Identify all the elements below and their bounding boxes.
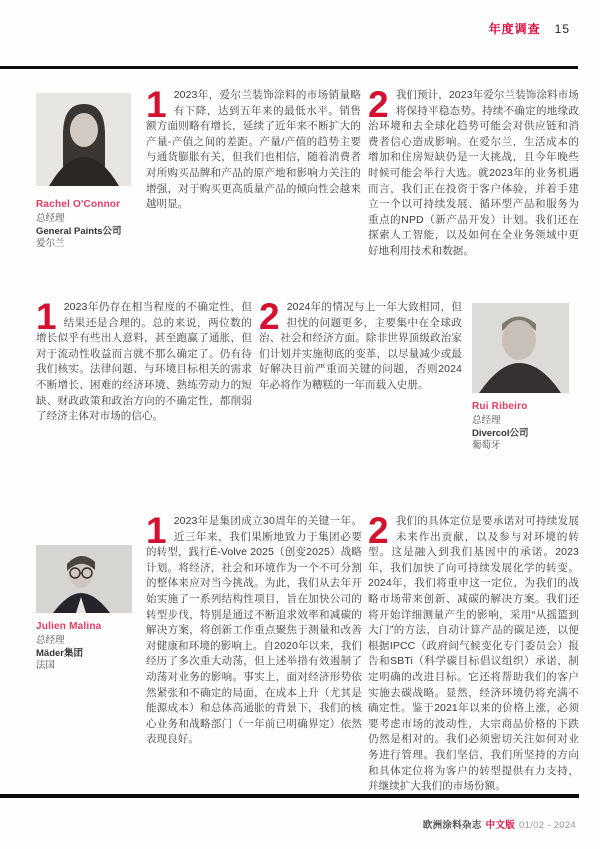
portrait-photo-julien-malina — [36, 545, 132, 613]
man-glasses-portrait-icon — [36, 545, 132, 613]
section-label: 年度调查 — [488, 22, 541, 36]
person-info-rachel — [36, 199, 156, 251]
portrait-photo-rui-ribeiro — [472, 303, 569, 393]
answer-1-julien — [146, 510, 362, 748]
answer-text: 2023年，爱尔兰装饰涂料的市场销量略有下降，达到五年来的最低水平。销售额方面则略有增长，延续了近年来不断扩大的产量-产值之间的差距。产量/产值的趋势主要与通货膨胀有关，但我们也相信，随着消费者对所购买品牌和产品的原产地和影响力关注的增强，对于购买更高质量产品的倾向性会越来越明显。 — [146, 89, 361, 211]
issue-label: 01/02 - 2024 — [519, 820, 576, 831]
answer-text: 2023年是集团成立30周年的关键一年。近三年来，我们果断地致力于集团必要的转型，践行É-Volve 2025（创变2025）战略计划。将经济，社会和环境作为一个不可分割的整体来应对当今挑战。为此，我们从去年开始实施了一系列结构性项目，旨在加快公司的转型步伐，特别是通过不断追求效率和减碳的解决方案，将创新工作重点聚焦于测量和改善对健康和环境的影响上。自2020年以来，我们经历了多次重大动荡，但上述举措有效遏制了动荡对业务的影响。事实上，面对经济形势依然紧张和不确定的局面，在成本上升（尤其是能源成本）和总体高通胀的背景下，我们的核心业务和战略部门（一年前已明确界定）依然表现良好。 — [146, 515, 362, 746]
woman-portrait-icon — [36, 93, 131, 186]
answer-text: 2023年仍存在相当程度的不确定性，但结果还是合理的。总的来说，两位数的增长似乎有些出人意料，甚至跑赢了通胀，但对于流动性收益而言就不那么确定了。仍有待我们核实。法律问题、与环境目标相关的需求不断增长、困难的经济环境、熟练劳动力的短缺、财政政策和政治方向的不确定性，都削弱了经济主体对市场的信心。 — [36, 301, 252, 423]
question-number: 1 — [36, 296, 57, 337]
person-info-rui — [472, 401, 592, 453]
person-company: Divercol公司 — [472, 427, 529, 439]
person-company: General Paints公司 — [36, 225, 122, 237]
person-info-julien — [36, 621, 156, 673]
answer-1-rui — [36, 296, 252, 425]
header-rule — [0, 66, 578, 69]
person-company: Mäder集团 — [36, 647, 83, 659]
person-title: 总经理 — [472, 415, 501, 426]
person-country: 爱尔兰 — [36, 238, 65, 249]
page-number: 15 — [554, 22, 570, 36]
question-number: 2 — [259, 296, 280, 337]
page-footer — [423, 817, 576, 831]
person-title: 总经理 — [36, 635, 65, 646]
man-portrait-icon — [472, 303, 569, 393]
portrait-photo-rachel-oconnor — [36, 93, 131, 186]
question-number: 2 — [368, 84, 389, 125]
person-name: Rui Ribeiro — [472, 401, 528, 412]
edition-label: 中文版 — [485, 820, 516, 831]
answer-text: 我们预计，2023年爱尔兰装饰涂料市场将保持平稳态势。持续不确定的地缘政治环境和去全球化趋势可能会对供应链和消费者信心造成影响。在爱尔兰，生活成本的增加和住房短缺仍是一大挑战，且今年晚些时候可能会举行大选。就2023年的业务机遇而言，我们正在投资于客户体验，并着手建立一个以可持续发展、循环型产品和服务为重点的NPD（新产品开发）计划。我们还在探索人工智能，以及如何在全业务领域中更好地利用技术和数据。 — [368, 89, 579, 257]
person-title: 总经理 — [36, 213, 65, 224]
person-name: Julien Malina — [36, 621, 102, 632]
question-number: 1 — [146, 510, 167, 551]
footer-rule — [0, 794, 579, 798]
person-country: 葡萄牙 — [472, 440, 501, 451]
question-number: 1 — [146, 84, 167, 125]
question-number: 2 — [368, 510, 389, 551]
page-header — [489, 20, 570, 37]
answer-text: 我们的具体定位是要承诺对可持续发展未来作出贡献，以及参与对环境的转型。这是融入到我们基因中的承诺。2023年，我们加快了向可持续发展化学的转变。2024年，我们将重申这一定位，为我们的战略市场带来创新、减碳的解决方案。我们还将开始详细测量产生的影响，采用“从摇篮到大门”的方法，自动计算产品的碳足迹，以便根据IPCC（政府间气候变化专门委员会）报告和SBTi（科学碳目标倡议组织）承诺，制定明确的改进目标。它还将帮助我们的客户实施去碳战略。显然，经济环境仍将充满不确定性。鉴于2021年以来的价格上涨，必须要考虑市场的波动性，大宗商品价格的下跌仍然是相对的。我们必须密切关注如何对业务进行管理。我们坚信，我们所坚持的方向和具体定位将为客户的转型提供有力支持，并继续扩大我们的市场份额。 — [368, 515, 579, 793]
person-country: 法国 — [36, 660, 56, 671]
answer-text: 2024年的情况与上一年大致相同，但担忧的问题更多，主要集中在全球政治、社会和经济方面。除非世界顶级政治家们计划并实施彻底的变革，以尽量减少或最好解决目前严重而关键的问题，否则2024年必将作为糟糕的一年而载入史册。 — [259, 301, 462, 391]
answer-2-rui — [259, 296, 462, 394]
answer-2-julien — [368, 510, 579, 795]
answer-1-rachel — [146, 84, 361, 213]
answer-2-rachel — [368, 84, 579, 260]
person-name: Rachel O'Connor — [36, 199, 121, 210]
magazine-name: 欧洲涂料杂志 — [422, 820, 482, 831]
